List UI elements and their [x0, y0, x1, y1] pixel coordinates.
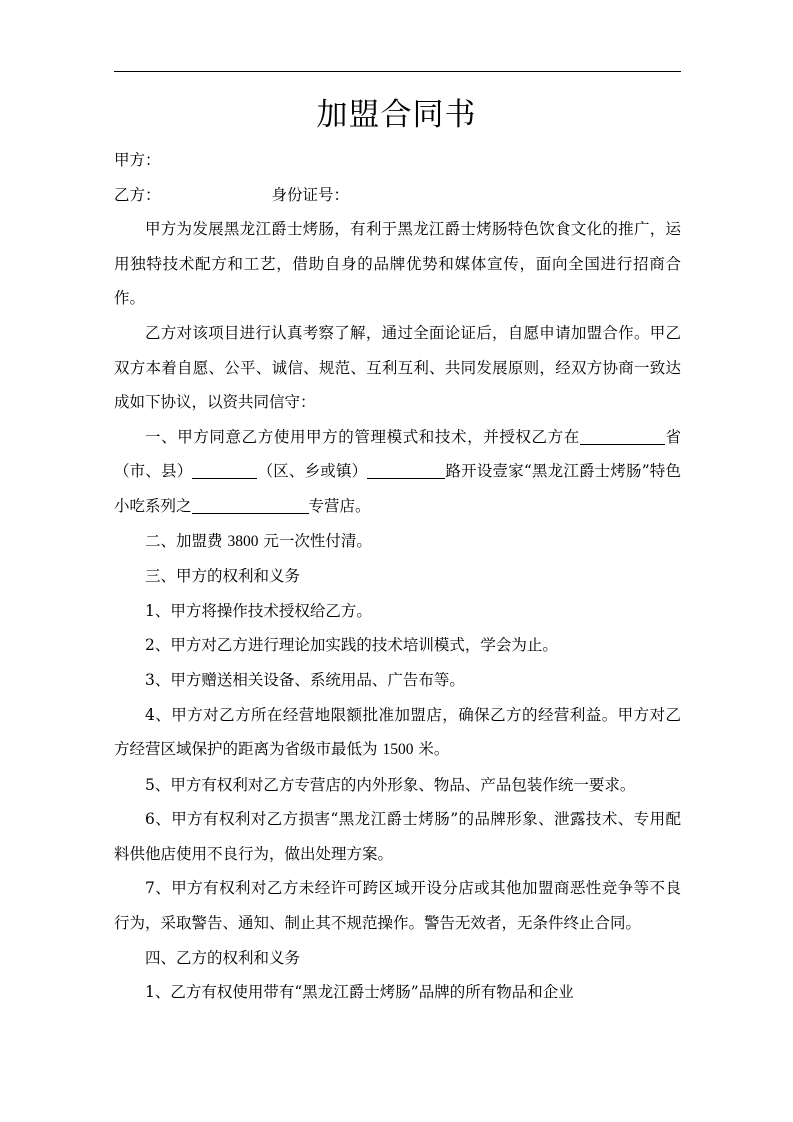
item-3-4-suffix: 米。: [413, 740, 450, 759]
clause-2: [114, 524, 681, 560]
district-blank: [367, 463, 445, 480]
store-blank: [192, 497, 309, 514]
item-3-7: 7、甲方有权利对乙方未经许可跨区域开设分店或其他加盟商恶性竞争等不良行为，采取警告、通知、制止其不规范操作。警告无效者，无条件终止合同。: [114, 879, 681, 933]
clause-1-text-b: 省（市、县）: [114, 427, 681, 481]
document-title: 加盟合同书: [316, 97, 477, 133]
item-3-4: [114, 698, 681, 768]
city-blank: [192, 463, 257, 480]
item-3-2: 2、甲方对乙方进行理论加实践的技术培训模式，学会为止。: [145, 636, 558, 655]
id-number-label: 身份证号：: [271, 185, 350, 204]
clause-2-prefix: 二、加盟费: [145, 531, 228, 550]
item-4-1: 1、乙方有权使用带有“黑龙江爵士烤肠”品牌的所有物品和企业: [145, 983, 574, 1002]
province-blank: [580, 428, 665, 445]
section-4-heading: 四、乙方的权利和义务: [145, 948, 301, 967]
protection-distance: 1500: [382, 741, 414, 759]
item-3-5: 5、甲方有权利对乙方专营店的内外形象、物品、产品包装作统一要求。: [145, 775, 636, 794]
clause-1-text-d: 路开设壹家“黑龙江爵士烤肠”特色小吃系列之: [114, 462, 681, 515]
party-a-label: 甲方：: [114, 151, 161, 169]
header-rule: [114, 71, 681, 72]
clause-1: [114, 420, 681, 524]
intro-paragraph-2: 乙方对该项目进行认真考察了解，通过全面论证后，自愿申请加盟合作。甲乙双方本着自愿、公平、诚信、规范、互利互利、共同发展原则，经双方协商一致达成如下协议，以资共同信守：: [114, 323, 681, 412]
item-3-4-prefix: 4、甲方对乙方所在经营地限额批准加盟店，确保乙方的经营利益。甲方对乙方经营区域保护的距离为省级市最低为: [114, 705, 681, 759]
clause-1-text-c: （区、乡或镇）: [257, 462, 368, 481]
clause-1-text-a: 一、甲方同意乙方使用甲方的管理模式和技术，并授权乙方在: [145, 427, 580, 446]
section-3-heading: 三、甲方的权利和义务: [145, 567, 301, 586]
franchise-fee-amount: 3800: [227, 532, 259, 550]
party-b-line: [114, 178, 681, 213]
intro-paragraph-1: 甲方为发展黑龙江爵士烤肠，有利于黑龙江爵士烤肠特色饮食文化的推广，运用独特技术配方和工艺，借助自身的品牌优势和媒体宣传，面向全国进行招商合作。: [114, 220, 681, 308]
item-3-3: 3、甲方赠送相关设备、系统用品、广告布等。: [145, 670, 465, 689]
contract-body: [114, 143, 681, 1010]
clause-1-text-e: 专营店。: [308, 496, 371, 515]
item-3-1: 1、甲方将操作技术授权给乙方。: [145, 601, 372, 620]
party-a-line: [114, 143, 681, 178]
clause-2-suffix: 元一次性付清。: [258, 531, 372, 550]
party-b-label: 乙方：: [114, 185, 161, 204]
item-3-6: 6、甲方有权利对乙方损害“黑龙江爵士烤肠”的品牌形象、泄露技术、专用配料供他店使用不良行为，做出处理方案。: [114, 810, 681, 863]
